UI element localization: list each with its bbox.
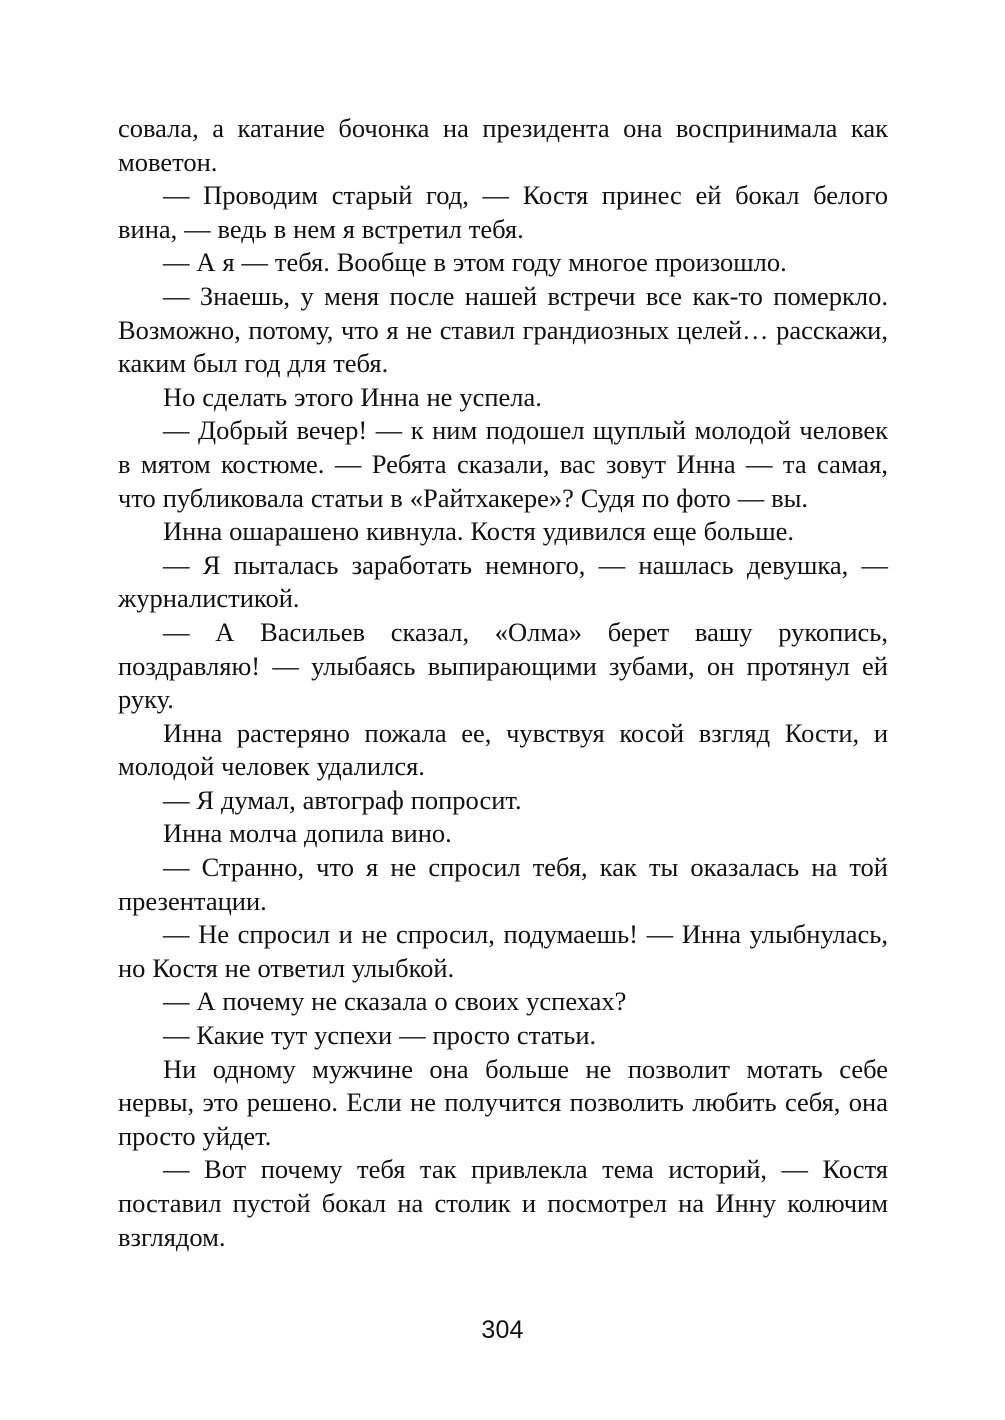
paragraph: — Странно, что я не спросил тебя, как ты оказалась на той презентации. bbox=[118, 852, 888, 916]
paragraph: Но сделать этого Инна не успела. bbox=[163, 381, 542, 412]
paragraph: — А почему не сказала о своих успехах? bbox=[163, 986, 627, 1017]
paragraph: — Вот почему тебя так привлекла тема историй, — Костя поставил пустой бокал на столик и посмотрел на Инну колючим взглядом. bbox=[118, 1154, 888, 1252]
paragraph: Инна растеряно пожала ее, чувствуя косой взгляд Кости, и молодой человек удалился. bbox=[118, 717, 888, 782]
paragraph: совала, а катание бочонка на президента она воспринимала как моветон. bbox=[118, 113, 888, 177]
paragraph: — А я — тебя. Вообще в этом году многое произошло. bbox=[163, 247, 787, 278]
page-body-text bbox=[118, 112, 888, 1254]
paragraph: — Не спросил и не спросил, подумаешь! — Инна улыбнулась, но Костя не ответил улыбкой. bbox=[118, 919, 888, 983]
paragraph: — Знаешь, у меня после нашей встречи все как-то померкло. Возможно, потому, что я не ставил грандиозных целей… расскажи, каким был год для тебя. bbox=[118, 280, 888, 379]
paragraph: Инна ошарашено кивнула. Костя удивился еще больше. bbox=[163, 516, 795, 547]
paragraph: — Проводим старый год, — Костя принес ей бокал белого вина, — ведь в нем я встретил тебя. bbox=[118, 180, 888, 244]
page-number: 304 bbox=[481, 1316, 524, 1344]
paragraph: — Я думал, автограф попросит. bbox=[163, 784, 522, 815]
paragraph: — Добрый вечер! — к ним подошел щуплый молодой человек в мятом костюме. — Ребята сказали, вас зовут Инна — та самая, что публиковала статьи в «Райтхакере»? Судя по фото — вы. bbox=[118, 415, 888, 513]
paragraph: — А Васильев сказал, «Олма» берет вашу рукопись, поздравляю! — улыбаясь выпирающими зубами, он протянул ей руку. bbox=[118, 616, 888, 715]
paragraph: Инна молча допила вино. bbox=[163, 818, 452, 849]
paragraph: Ни одному мужчине она больше не позволит мотать себе нервы, это решено. Если не получится позволить любить себя, она просто уйдет. bbox=[118, 1053, 888, 1151]
paragraph: — Я пыталась заработать немного, — нашлась девушка, — журналистикой. bbox=[118, 549, 888, 614]
paragraph: — Какие тут успехи — просто статьи. bbox=[163, 1020, 597, 1051]
